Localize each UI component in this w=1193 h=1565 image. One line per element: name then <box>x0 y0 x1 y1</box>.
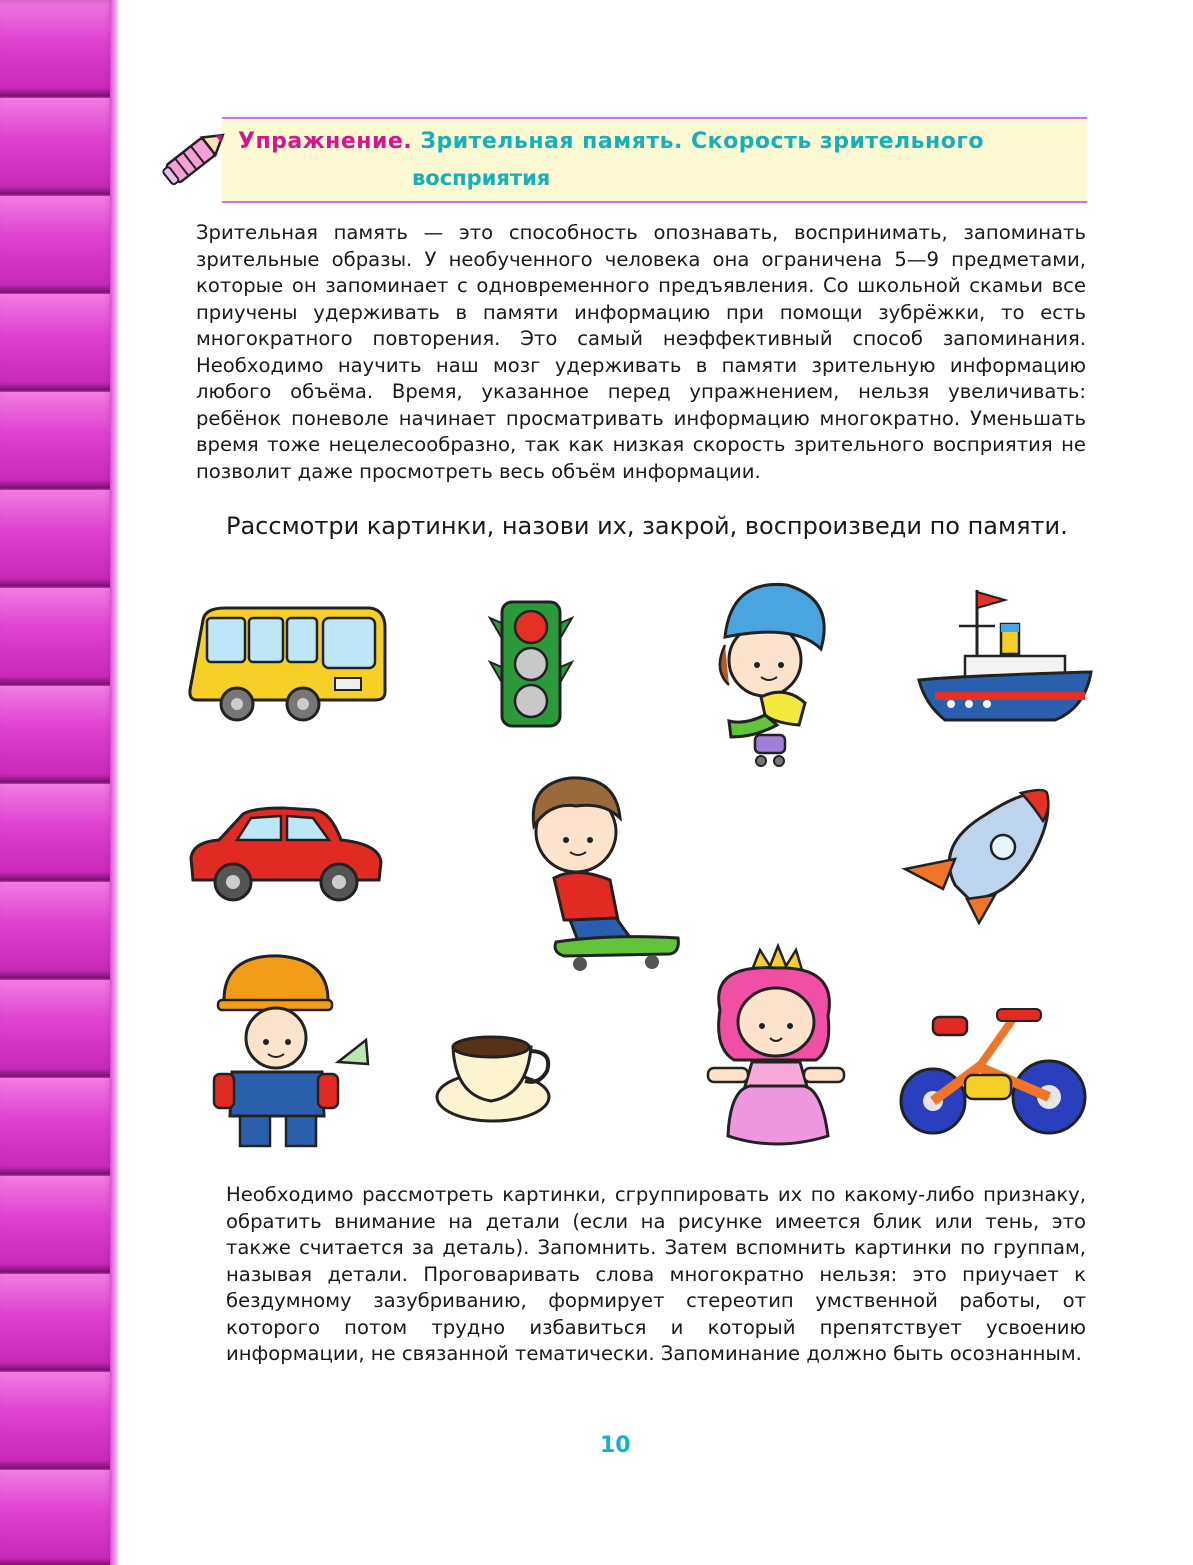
roller-skater-picture <box>695 575 845 775</box>
exercise-title <box>238 129 984 154</box>
princess-picture <box>700 940 850 1150</box>
bus-picture <box>185 600 395 730</box>
rocket-picture <box>895 785 1065 925</box>
traffic-light-picture <box>486 598 576 730</box>
ship-picture <box>915 580 1095 730</box>
cup-picture <box>435 1025 555 1125</box>
instruction-text: Рассмотри картинки, назови их, закрой, воспроизведи по памяти. <box>226 512 1068 540</box>
page-binding-strip <box>0 0 118 1565</box>
page-number: 10 <box>600 1433 631 1458</box>
car-picture <box>183 800 388 910</box>
exercise-topic: Зрительная память. Скорость зрительного <box>420 129 984 154</box>
note-paragraph: Необходимо рассмотреть картинки, сгруппировать их по какому-либо признаку, обратить внимание на детали (если на рисунке имеется блик или тень, это также считается за деталь). Запомнить. Затем вспомнить картинки по группам, называя детали. Проговаривать слова многократно нельзя: это приучает к бездумному зазубриванию, формирует стереотип умственной работы, от которого потом трудно избавиться и который препятствует усвоению информации, не связанной тематически. Запоминание должно быть осознанным. <box>226 1183 1086 1365</box>
exercise-topic-line2: восприятия <box>412 166 551 190</box>
builder-picture <box>210 950 375 1150</box>
tricycle-picture <box>895 1005 1095 1140</box>
pencil-icon <box>157 114 237 194</box>
skateboard-boy-picture <box>520 770 685 975</box>
intro-paragraph: Зрительная память — это способность опознавать, воспринимать, запоминать зрительные образы. У необученного человека она ограничена 5—9 предметами, которые он запоминает с одновременного предъявления. Со школьной скамьи все приучены удерживать в памяти информацию при помощи зубрёжки, то есть многократного повторения. Это самый неэффективный способ запоминания. Необходимо научить наш мозг удерживать в памяти зрительную информацию любого объёма. Время, указанное перед упражнением, нельзя увеличивать: ребёнок поневоле начинает просматривать информацию многократно. Уменьшать время тоже нецелесообразно, так как низкая скорость зрительного восприятия не позволит даже просмотреть весь объём информации. <box>196 221 1086 483</box>
exercise-label: Упражнение. <box>238 129 413 154</box>
